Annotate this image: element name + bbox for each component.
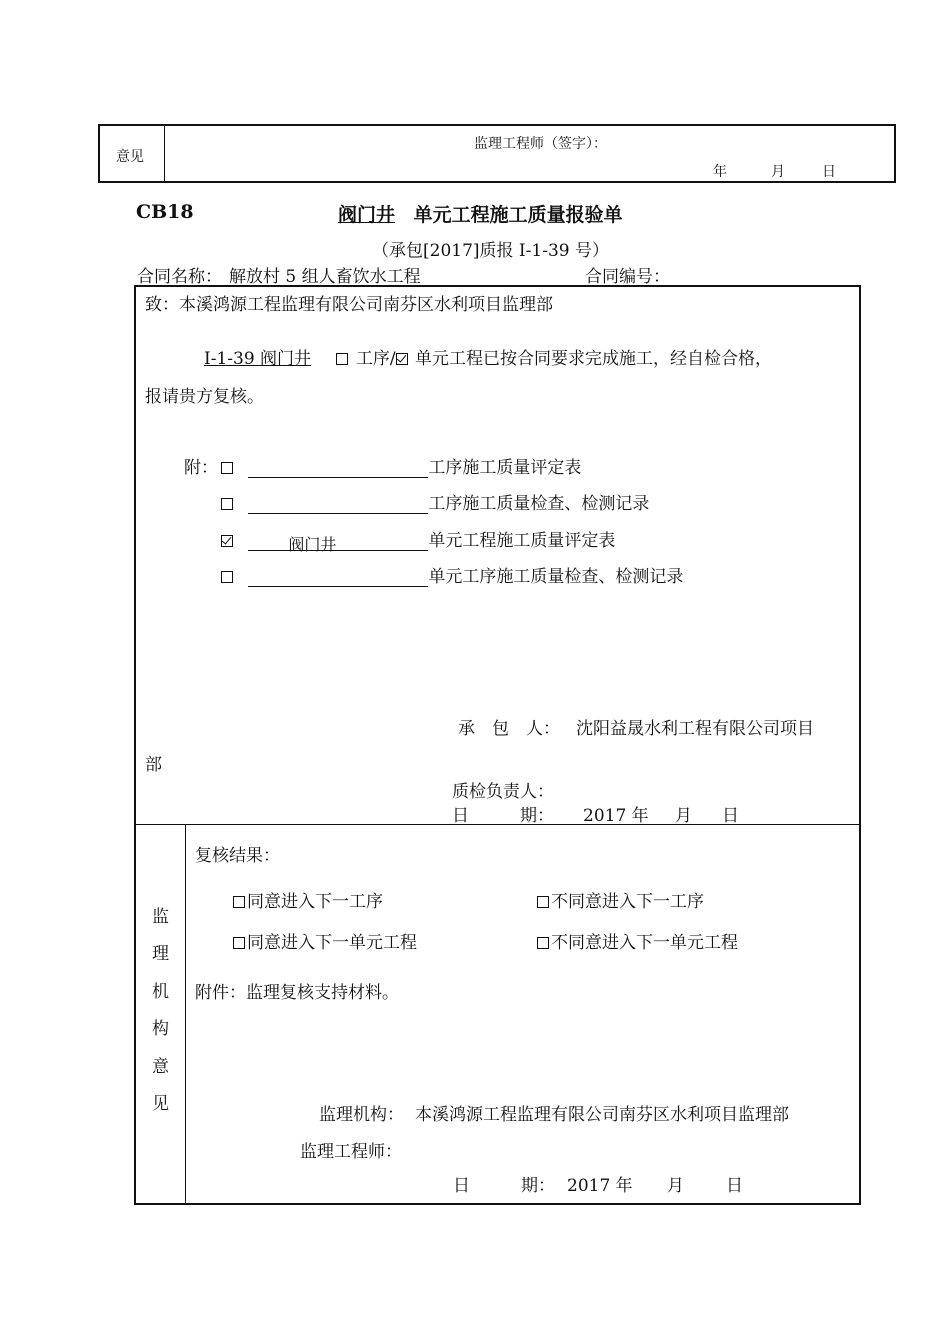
subtitle: （承包[2017]质报 I-1-39 号） bbox=[372, 241, 609, 261]
attachment-text: 单元工序施工质量检查、检测记录 bbox=[428, 567, 684, 587]
disagree-next-process-checkbox[interactable] bbox=[537, 896, 549, 908]
attachment-fill bbox=[248, 568, 428, 587]
disagree-next-unit-label: 不同意进入下一单元工程 bbox=[551, 933, 738, 953]
attachment-checkbox[interactable] bbox=[221, 571, 233, 583]
date-day: 日 bbox=[722, 806, 739, 826]
attachment-text: 工序施工质量检查、检测记录 bbox=[428, 494, 650, 514]
disagree-next-unit-checkbox[interactable] bbox=[537, 937, 549, 949]
attachment-checkbox[interactable] bbox=[221, 535, 233, 547]
attachment-fill bbox=[248, 495, 428, 514]
org-label: 监理机构： bbox=[319, 1105, 404, 1125]
attach-label: 附： bbox=[184, 458, 218, 478]
agree-next-process-label: 同意进入下一工序 bbox=[247, 892, 383, 912]
agree-next-unit-option bbox=[233, 928, 417, 953]
agree-next-unit-label: 同意进入下一单元工程 bbox=[247, 933, 417, 953]
sup-date-label: 日 期： bbox=[453, 1176, 555, 1196]
attachment-fill bbox=[248, 459, 428, 478]
form-code: CB18 bbox=[136, 201, 194, 223]
opt-unit: 单元工程已按合同要求完成施工，经自检合格， bbox=[415, 349, 773, 369]
top-month: 月 bbox=[771, 164, 785, 180]
top-year: 年 bbox=[713, 164, 727, 180]
disagree-next-process-label: 不同意进入下一工序 bbox=[551, 892, 704, 912]
date-year: 2017 年 bbox=[583, 806, 649, 826]
supervision-label-char: 机 bbox=[152, 982, 169, 1002]
sup-date-month: 月 bbox=[667, 1176, 684, 1196]
contractor-label: 承 包 人： bbox=[458, 719, 560, 739]
engineer-label: 监理工程师： bbox=[300, 1142, 402, 1162]
unit-checkbox[interactable] bbox=[396, 353, 408, 365]
attachment-text: 工序施工质量评定表 bbox=[428, 458, 582, 478]
date-month: 月 bbox=[675, 806, 692, 826]
attachment-checkbox[interactable] bbox=[221, 498, 233, 510]
result-label: 复核结果： bbox=[195, 846, 280, 866]
supervision-label-char: 意 bbox=[152, 1057, 169, 1077]
supervision-label-char: 构 bbox=[152, 1019, 169, 1039]
attachment-row bbox=[221, 562, 683, 587]
unit-ref-line bbox=[184, 344, 772, 369]
top-box-divider bbox=[164, 126, 165, 181]
sup-date-day: 日 bbox=[726, 1176, 743, 1196]
attachment-text: 单元工程施工质量评定表 bbox=[428, 531, 616, 551]
contract-name: 解放村 5 组人畜饮水工程 bbox=[229, 267, 421, 287]
unit-ref: I-1-39 阀门井 bbox=[204, 349, 312, 369]
top-day: 日 bbox=[822, 164, 836, 180]
top-engineer-sign: 监理工程师（签字）： bbox=[474, 136, 607, 152]
supervision-label-char: 监 bbox=[152, 907, 169, 927]
attachment-row bbox=[221, 453, 581, 478]
title-rest: 单元工程施工质量报验单 bbox=[413, 204, 623, 226]
agree-next-process-checkbox[interactable] bbox=[233, 896, 245, 908]
qc-label: 质检负责人： bbox=[452, 782, 554, 802]
supervision-label-divider bbox=[185, 824, 186, 1203]
process-checkbox[interactable] bbox=[336, 353, 348, 365]
main-form-table bbox=[134, 285, 861, 1205]
contractor-name: 沈阳益晟水利工程有限公司项目 bbox=[576, 719, 814, 739]
title-underlined: 阀门井 bbox=[338, 204, 396, 226]
supervision-label-char: 见 bbox=[152, 1094, 169, 1114]
attachment-fill: 阀门井 bbox=[248, 532, 428, 551]
contractor-cont: 部 bbox=[145, 755, 162, 775]
opt-process: 工序/ bbox=[355, 349, 396, 369]
disagree-next-process-option bbox=[537, 887, 704, 912]
agree-next-unit-checkbox[interactable] bbox=[233, 937, 245, 949]
top-left-label: 意见 bbox=[116, 149, 144, 165]
attachment-row bbox=[221, 489, 649, 514]
sup-date-year: 2017 年 bbox=[567, 1176, 633, 1196]
contract-name-label: 合同名称： bbox=[137, 267, 222, 287]
org-name: 本溪鸿源工程监理有限公司南芬区水利项目监理部 bbox=[415, 1105, 789, 1125]
contract-no-label: 合同编号： bbox=[585, 267, 670, 287]
page-title bbox=[326, 200, 623, 227]
agree-next-process-option bbox=[233, 887, 383, 912]
attachment-row bbox=[221, 526, 616, 554]
to-line: 致：本溪鸿源工程监理有限公司南芬区水利项目监理部 bbox=[145, 295, 553, 315]
attachment-note: 附件：监理复核支持材料。 bbox=[195, 983, 399, 1003]
disagree-next-unit-option bbox=[537, 928, 738, 953]
supervision-label-char: 理 bbox=[152, 944, 169, 964]
date-label: 日 期： bbox=[452, 806, 554, 826]
continue-line: 报请贵方复核。 bbox=[145, 387, 264, 407]
attachment-checkbox[interactable] bbox=[221, 462, 233, 474]
